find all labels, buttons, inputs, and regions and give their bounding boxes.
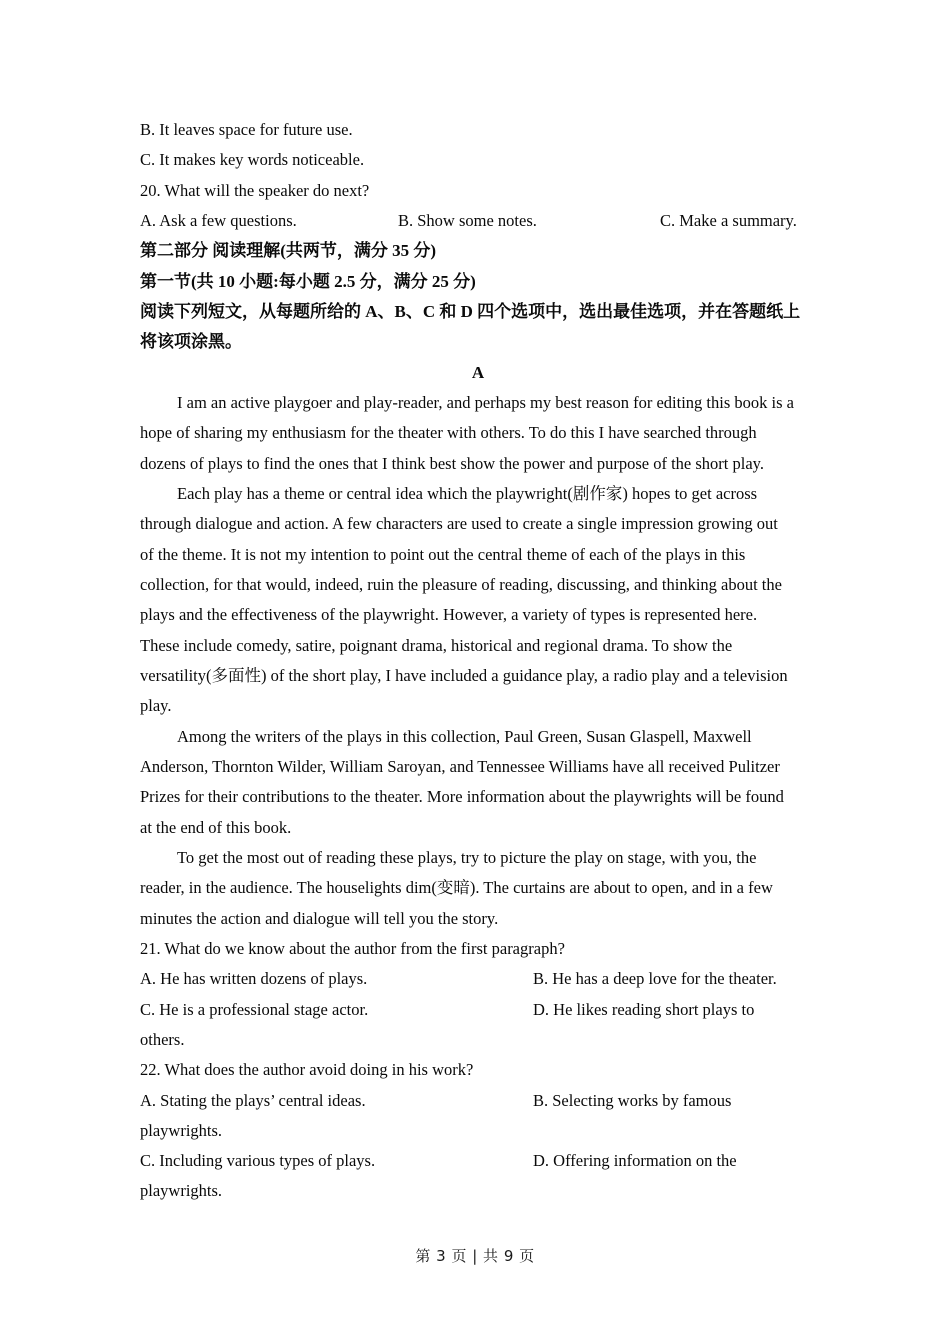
- option-continuation-line: playwrights.: [140, 1181, 223, 1201]
- passage-line: To get the most out of reading these plays, try to picture the play on stage, with you, the: [177, 847, 757, 867]
- question-line: 21. What do we know about the author from the first paragraph?: [140, 938, 565, 958]
- option-line: C. It makes key words noticeable.: [140, 150, 365, 170]
- passage-line: Anderson, Thornton Wilder, William Saroyan, and Tennessee Williams have all received Pulitzer: [140, 756, 780, 776]
- passage-line: plays and the effectiveness of the playwright. However, a variety of types is represented here.: [140, 605, 758, 625]
- passage-line: through dialogue and action. A few characters are used to create a single impression growing out: [140, 514, 778, 534]
- question-line: 22. What does the author avoid doing in his work?: [140, 1060, 474, 1080]
- passage-line: play.: [140, 696, 172, 716]
- option-cell: C. Make a summary.: [660, 210, 797, 230]
- option-cell: A. Ask a few questions.: [140, 210, 297, 230]
- option-cell: B. Show some notes.: [398, 210, 537, 230]
- option-continuation-line: others.: [140, 1029, 185, 1049]
- options-row: [140, 995, 816, 1025]
- document-body: [140, 115, 816, 1207]
- option-continuation-line: playwrights.: [140, 1120, 223, 1140]
- passage-line: versatility(多面性) of the short play, I have included a guidance play, a radio play and a television: [140, 665, 788, 685]
- passage-line: Prizes for their contributions to the theater. More information about the playwrights will be found: [140, 787, 784, 807]
- passage-line: These include comedy, satire, poignant drama, historical and regional drama. To show the: [140, 635, 733, 655]
- passage-line: Each play has a theme or central idea which the playwright(剧作家) hopes to get across: [177, 483, 758, 503]
- option-cell: B. Selecting works by famous: [533, 1090, 732, 1110]
- section-header: 第二部分 阅读理解(共两节，满分 35 分): [140, 241, 437, 261]
- option-cell: C. He is a professional stage actor.: [140, 999, 369, 1019]
- passage-line: dozens of plays to find the ones that I think best show the power and purpose of the short play.: [140, 453, 764, 473]
- option-cell: C. Including various types of plays.: [140, 1151, 376, 1171]
- option-line: B. It leaves space for future use.: [140, 120, 353, 139]
- instruction-line: 阅读下列短文，从每题所给的 A、B、C 和 D 四个选项中，选出最佳选项，并在答题纸上: [140, 301, 801, 321]
- option-cell: D. He likes reading short plays to: [533, 999, 755, 1019]
- option-cell: A. Stating the plays’ central ideas.: [140, 1090, 366, 1110]
- passage-line: hope of sharing my enthusiasm for the theater with others. To do this I have searched through: [140, 423, 757, 443]
- passage-line: I am an active playgoer and play-reader, and perhaps my best reason for editing this book is a: [177, 392, 794, 412]
- passage-line: collection, for that would, indeed, ruin the pleasure of reading, discussing, and thinking about the: [140, 574, 782, 594]
- option-cell: A. He has written dozens of plays.: [140, 969, 368, 989]
- passage-heading: A: [471, 362, 485, 382]
- options-row: [140, 206, 816, 236]
- page-footer: [0, 1245, 950, 1267]
- options-row: [140, 964, 816, 994]
- passage-line: Among the writers of the plays in this collection, Paul Green, Susan Glaspell, Maxwell: [177, 726, 752, 746]
- passage-line: reader, in the audience. The houselights dim(变暗). The curtains are about to open, and in a few: [140, 878, 773, 898]
- option-cell: D. Offering information on the: [533, 1151, 737, 1171]
- footer-page-indicator: 第 3 页 | 共 9 页: [415, 1247, 535, 1265]
- instruction-line: 将该项涂黑。: [140, 332, 242, 352]
- option-cell: B. He has a deep love for the theater.: [533, 969, 777, 989]
- passage-line: of the theme. It is not my intention to point out the central theme of each of the plays in this: [140, 544, 746, 564]
- question-line: 20. What will the speaker do next?: [140, 180, 370, 200]
- passage-line: at the end of this book.: [140, 817, 292, 837]
- passage-line: minutes the action and dialogue will tell you the story.: [140, 908, 499, 928]
- options-row: [140, 1086, 816, 1116]
- section-header: 第一节(共 10 小题:每小题 2.5 分，满分 25 分): [140, 271, 476, 291]
- options-row: [140, 1146, 816, 1176]
